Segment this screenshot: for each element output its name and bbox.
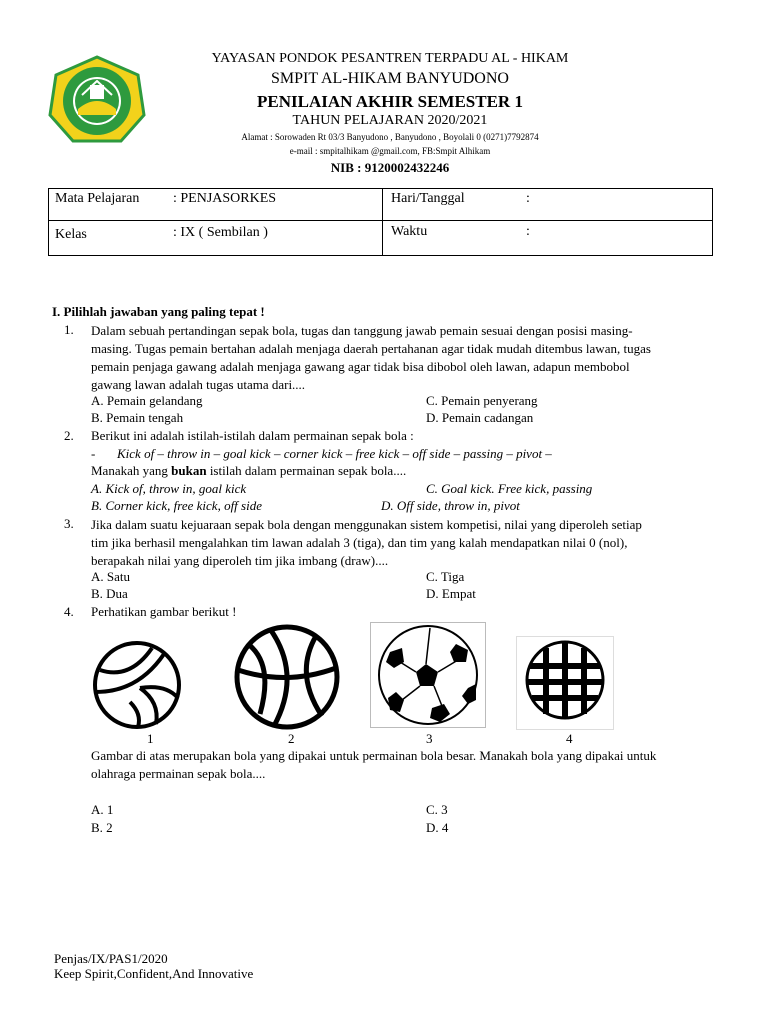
question-4-option-d[interactable]: D. 4 [426, 820, 449, 835]
question-4-option-b[interactable]: B. 2 [91, 820, 113, 835]
footer-code: Penjas/IX/PAS1/2020 [54, 951, 168, 966]
question-2-ask [91, 463, 406, 479]
question-2-ask-before: Manakah yang [91, 463, 172, 478]
question-3-option-d[interactable]: D. Empat [426, 586, 476, 601]
question-1-option-c[interactable]: C. Pemain penyerang [426, 393, 538, 408]
question-2-ask-after: istilah dalam permainan sepak bola.... [206, 463, 407, 478]
question-4-line: olahraga permainan sepak bola.... [91, 766, 266, 781]
school-name: SMPIT AL-HIKAM BANYUDONO [271, 70, 509, 87]
question-1-text [91, 322, 721, 394]
exam-info-table [48, 188, 713, 256]
footer-motto: Keep Spirit,Confident,And Innovative [54, 966, 254, 981]
question-2-intro: Berikut ini adalah istilah-istilah dalam permainan sepak bola : [91, 428, 414, 443]
image-label-1: 1 [147, 731, 154, 746]
question-3-text [91, 516, 721, 570]
school-nib: NIB : 9120002432246 [330, 160, 450, 175]
question-1-option-b[interactable]: B. Pemain tengah [91, 410, 184, 425]
academic-year: TAHUN PELAJARAN 2020/2021 [292, 113, 488, 128]
image-label-3: 3 [426, 731, 433, 746]
basketball-image [230, 624, 344, 730]
school-logo [46, 55, 148, 145]
question-2-option-d[interactable]: D. Off side, throw in, pivot [381, 498, 520, 513]
question-4-intro: Perhatikan gambar berikut ! [91, 604, 237, 619]
question-3-number: 3. [64, 516, 74, 531]
soccer-ball-image [370, 622, 486, 728]
time-label: Waktu [391, 224, 428, 239]
question-1-line: masing. Tugas pemain bertahan adalah menjaga daerah pertahanan agar tidak mudah ditembus lawan, tugas [91, 341, 651, 356]
image-label-2: 2 [288, 731, 295, 746]
school-email: e-mail : smpitalhikam @gmail.com, FB:Smpit Alhikam [289, 146, 491, 156]
exam-title: PENILAIAN AKHIR SEMESTER 1 [257, 92, 523, 111]
question-4-number: 4. [64, 604, 74, 619]
question-1-line: Dalam sebuah pertandingan sepak bola, tugas dan tanggung jawab pemain sesuai dengan posisi masing- [91, 323, 633, 338]
question-3-line: tim jika berhasil mengalahkan tim lawan adalah 3 (tiga), dan tim yang kalah mendapatkan nilai 0 (nol), [91, 535, 628, 550]
question-1-option-d[interactable]: D. Pemain cadangan [426, 410, 534, 425]
question-2-option-c[interactable]: C. Goal kick. Free kick, passing [426, 481, 593, 496]
question-3-line: berapakah nilai yang diperoleh tim jika imbang (draw).... [91, 553, 389, 568]
subject-label: Mata Pelajaran [55, 191, 140, 206]
question-3-line: Jika dalam suatu kejuaraan sepak bola dengan menggunakan sistem kompetisi, nilai yang diperoleh setiap [91, 517, 642, 532]
time-value: : [526, 224, 530, 239]
image-label-4: 4 [566, 731, 573, 746]
question-2-dash: - [91, 446, 96, 461]
volleyball-image [90, 640, 184, 730]
school-address: Alamat : Sorowaden Rt 03/3 Banyudono , Banyudono , Boyolali 0 (0271)7792874 [241, 132, 539, 142]
question-1-number: 1. [64, 322, 74, 337]
day-label: Hari/Tanggal [391, 191, 465, 206]
class-label: Kelas [55, 227, 87, 242]
question-4-option-a[interactable]: A. 1 [91, 802, 114, 817]
question-4-line: Gambar di atas merupakan bola yang dipakai untuk permainan bola besar. Manakah bola yang dipakai untuk [91, 748, 657, 763]
question-3-option-a[interactable]: A. Satu [91, 569, 130, 584]
subject-value: : PENJASORKES [173, 191, 277, 206]
question-4-option-c[interactable]: C. 3 [426, 802, 448, 817]
section-title: I. Pilihlah jawaban yang paling tepat ! [52, 304, 265, 319]
question-1-option-a[interactable]: A. Pemain gelandang [91, 393, 203, 408]
question-2-ask-emphasis: bukan [171, 463, 207, 478]
sepak-takraw-ball-image [516, 636, 614, 730]
question-4-text [91, 747, 721, 783]
question-3-option-c[interactable]: C. Tiga [426, 569, 465, 584]
question-1-line: gawang lawan adalah tugas utama dari.... [91, 377, 306, 392]
question-2-term-list: Kick of – throw in – goal kick – corner kick – free kick – off side – passing – pivot – [117, 446, 552, 461]
question-2-number: 2. [64, 428, 74, 443]
class-value: : IX ( Sembilan ) [173, 225, 268, 240]
day-value: : [526, 191, 530, 206]
question-2-option-a[interactable]: A. Kick of, throw in, goal kick [91, 481, 247, 496]
question-1-line: pemain penjaga gawang adalah menjaga gawang agar tidak bisa dibobol oleh lawan, adapun membobol [91, 359, 630, 374]
question-3-option-b[interactable]: B. Dua [91, 586, 128, 601]
question-2-option-b[interactable]: B. Corner kick, free kick, off side [91, 498, 262, 513]
foundation-name: YAYASAN PONDOK PESANTREN TERPADU AL - HIKAM [211, 51, 569, 66]
